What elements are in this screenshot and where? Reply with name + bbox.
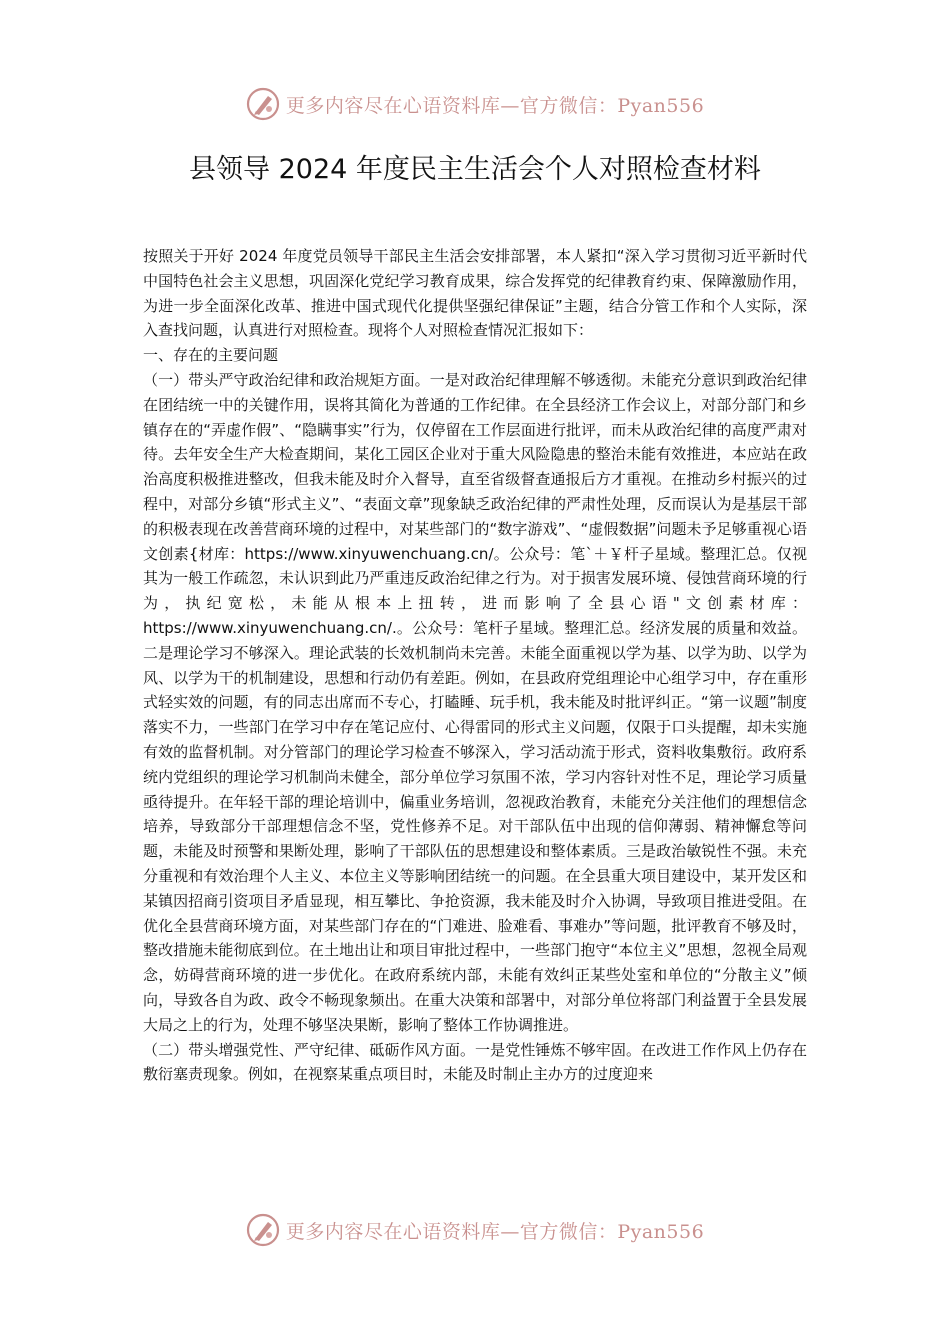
section-heading: 一、存在的主要问题 xyxy=(143,346,279,365)
footer-watermark-banner xyxy=(0,1210,950,1250)
pen-logo-icon xyxy=(246,87,280,121)
body-paragraph-2: （二）带头增强党性、严守纪律、砥砺作风方面。一是党性锤炼不够牢固。在改进工作作风上仍存在敷衍塞责现象。例如，在视察某重点项目时，未能及时制止主办方的过度迎来 xyxy=(143,1040,807,1084)
pen-logo-icon xyxy=(246,1213,280,1247)
document-title: 县领导 2024 年度民主生活会个人对照检查材料 xyxy=(189,154,761,185)
header-watermark-banner xyxy=(0,84,950,124)
header-watermark-text: 更多内容尽在心语资料库—官方微信：Pyan556 xyxy=(285,94,705,117)
document-body xyxy=(143,244,807,1190)
body-paragraph-1: （一）带头严守政治纪律和政治规矩方面。一是对政治纪律理解不够透彻。未能充分意识到政治纪律在团结统一中的关键作用，误将其简化为普通的工作纪律。在全县经济工作会议上，对部分部门和乡镇存在的“弄虚作假”、“隐瞒事实”行为，仅停留在工作层面进行批评，而未从政治纪律的高度严肃对待。去年安全生产大检查期间，某化工园区企业对于重大风险隐患的整治未能有效推进，本应站在政治高度积极推进整改，但我未能及时介入督导，直至省级督查通报后方才重视。在推动乡村振兴的过程中，对部分乡镇“形式主义”、“表面文章”现象缺乏政治纪律的严肃性处理，反而误认为是基层干部的积极表现在改善营商环境的过程中，对某些部门的“数字游戏”、“虚假数据”问题未予足够重视心语文创素{材库：https://www.xinyuwenchuang.cn/。公众号：笔`＋￥杆子星域。整理汇总。仅视其为一般工作疏忽，未认识到此乃严重违反政治纪律之行为。对于损害发展环境、侵蚀营商环境的行为，执纪宽松，未能从根本上扭转，进而影响了全县心语"文创素材库：https://www.xinyuwenchuang.cn/.。公众号：笔杆子星域。整理汇总。经济发展的质量和效益。二是理论学习不够深入。理论武装的长效机制尚未完善。未能全面重视以学为基、以学为助、以学为风、以学为干的机制建设，思想和行动仍有差距。例如，在县政府党组理论中心组学习中，存在重形式轻实效的问题，有的同志出席而不专心，打瞌睡、玩手机，我未能及时批评纠正。“第一议题”制度落实不力，一些部门在学习中存在笔记应付、心得雷同的形式主义问题，仅限于口头提醒，却未实施有效的监督机制。对分管部门的理论学习检查不够深入，学习活动流于形式，资料收集敷衍。政府系统内党组织的理论学习机制尚未健全，部分单位学习氛围不浓，学习内容针对性不足，理论学习质量亟待提升。在年轻干部的理论培训中，偏重业务培训，忽视政治教育，未能充分关注他们的理想信念培养，导致部分干部理想信念不坚，党性修养不足。对干部队伍中出现的信仰薄弱、精神懈怠等问题，未能及时预警和果断处理，影响了干部队伍的思想建设和整体素质。三是政治敏锐性不强。未充分重视和有效治理个人主义、本位主义等影响团结统一的问题。在全县重大项目建设中，某开发区和某镇因招商引资项目矛盾显现，相互攀比、争抢资源，我未能及时介入协调，导致项目推进受阻。在优化全县营商环境方面，对某些部门存在的“门难进、脸难看、事难办”等问题，批评教育不够及时，整改措施未能彻底到位。在土地出让和项目审批过程中，一些部门抱守“本位主义”思想，忽视全局观念，妨碍营商环境的进一步优化。在政府系统内部，未能有效纠正某些处室和单位的“分散主义”倾向，导致各自为政、政令不畅现象频出。在重大决策和部署中，对部分单位将部门利益置于全县发展大局之上的行为，处理不够坚决果断，影响了整体工作协调推进。 xyxy=(143,370,807,1034)
intro-paragraph: 按照关于开好 2024 年度党员领导干部民主生活会安排部署，本人紧扣“深入学习贯彻习近平新时代中国特色社会主义思想，巩固深化党纪学习教育成果，综合发挥党的纪律教育约束、保障激励作用，为进一步全面深化改革、推进中国式现代化提供坚强纪律保证”主题，结合分管工作和个人实际，深入查找问题，认真进行对照检查。现将个人对照检查情况汇报如下： xyxy=(143,247,807,340)
footer-watermark-text: 更多内容尽在心语资料库—官方微信：Pyan556 xyxy=(285,1220,705,1243)
